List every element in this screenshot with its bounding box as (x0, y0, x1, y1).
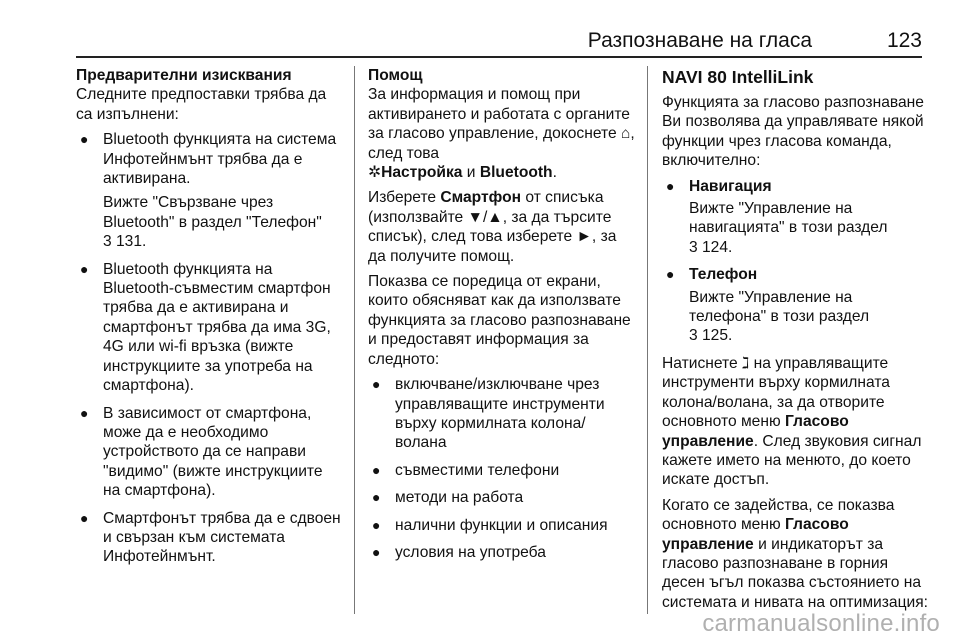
help-text: Изберете (368, 189, 441, 207)
list-item-text: налични функции и описания (395, 516, 608, 534)
list-item-text: Bluetooth функцията на Bluetooth-съвместим смартфон трябва да е активирана и смартфонът трябва да има 3G, 4G или wi-fi връзка (вижте инструкциите за употреба на смартфона). (103, 260, 331, 395)
list-item-text: В зависимост от смартфона, може да е необходимо устройството да се направи "видимо" (вижте инструкциите на смартфона). (103, 404, 323, 500)
voice-control-menu-label: Гласово управление (662, 413, 849, 450)
settings-menu-label: Настройка (381, 164, 463, 182)
help-topics-list (368, 375, 636, 562)
page-reference-link[interactable]: 3 125. (689, 327, 733, 345)
list-item (368, 516, 636, 535)
help-paragraph (368, 85, 636, 182)
list-item-text: Вижте "Управление на навигацията" в този раздел (689, 200, 888, 237)
column-help (368, 66, 636, 570)
bullet-icon: ● (666, 266, 675, 283)
bullet-icon: ● (372, 543, 381, 560)
body-text: и индикаторът за гласово разпознаване в горния десен ъгъл показва състоянието на системата и нивата на оптимизация: (662, 535, 928, 611)
list-item (368, 461, 636, 480)
help-text: . (552, 164, 557, 182)
bullet-icon: ● (372, 376, 381, 393)
list-item (662, 265, 928, 346)
list-item-text: съвместими телефони (395, 461, 560, 479)
page-number: 123 (886, 29, 922, 52)
column-divider-right (647, 66, 648, 614)
list-item-text: Вижте "Свързване чрез Bluetooth" в раздел "Телефон" (103, 194, 322, 231)
gear-icon: ✲ (368, 164, 382, 182)
voice-control-menu-label: Гласово управление (662, 516, 849, 553)
prerequisites-intro: Следните предпоставки трябва да са изпълнени: (76, 86, 327, 123)
prerequisites-list (76, 130, 344, 567)
page-reference-link[interactable]: 3 124. (689, 238, 733, 256)
bullet-icon: ● (372, 461, 381, 478)
bluetooth-menu-label: Bluetooth (479, 164, 553, 182)
bullet-icon: ● (80, 260, 89, 277)
help-text: и (462, 164, 480, 182)
column-navi80 (662, 66, 928, 618)
list-item (368, 543, 636, 562)
voice-functions-list (662, 177, 928, 346)
list-item (662, 177, 928, 258)
list-item-title: Навигация (689, 177, 772, 195)
section-heading-prerequisites: Предварителни изисквания (76, 67, 292, 84)
column-divider-left (354, 66, 355, 614)
navi80-paragraph (662, 354, 928, 490)
navi80-intro: Функцията за гласово разпознаване Ви позволява да управлявате някой функции чрез гласова команда, включително: (662, 94, 924, 170)
body-text: Натиснете (662, 354, 742, 372)
home-icon: ⌂ (620, 125, 631, 143)
voice-control-icon: ℷ (741, 354, 750, 372)
help-text: За информация и помощ при активирането и работата с органите за гласово управление, докоснете (368, 86, 630, 143)
help-paragraph: Показва се поредица от екрани, които обясняват как да използвате функцията за гласово разпознаване и предоставят информация за следното: (368, 273, 631, 368)
list-item-text: методи на работа (395, 489, 524, 507)
help-text: от списъка (използвайте ▼/▲, за да търсите списък), след това изберете ►, за да получите помощ. (368, 189, 617, 265)
help-paragraph (368, 188, 636, 266)
list-item (76, 260, 344, 396)
section-heading-navi80: NAVI 80 IntelliLink (662, 67, 814, 87)
list-item (368, 488, 636, 507)
list-item-text: включване/изключване чрез управляващите инструменти върху кормилната колона/ волана (395, 376, 605, 452)
bullet-icon: ● (372, 489, 381, 506)
page-reference-link[interactable]: 3 131. (103, 233, 147, 251)
list-item (76, 509, 344, 567)
body-text: Когато се задейства, се показва основното меню (662, 496, 895, 534)
column-prerequisites (76, 66, 344, 575)
list-item (76, 130, 344, 251)
body-text: на управляващите инструменти върху кормилната колона/волана, за да отворите основното меню (662, 354, 890, 431)
list-item-text: Смартфонът трябва да е сдвоен и свързан към системата Инфотейнмънт. (103, 509, 341, 566)
watermark: carmanualsonline.info (702, 610, 940, 637)
body-text: . След звуковия сигнал кажете името на менюто, до което искате достъп. (662, 432, 922, 489)
list-item (76, 404, 344, 501)
help-text: , след това (368, 125, 635, 162)
list-item-text: условия на употреба (395, 543, 546, 561)
bullet-icon: ● (80, 509, 89, 526)
page-header (76, 26, 922, 56)
page-title: Разпознаване на гласа (587, 29, 812, 52)
bullet-icon: ● (666, 177, 675, 194)
section-heading-help: Помощ (368, 67, 423, 84)
bullet-icon: ● (80, 131, 89, 148)
bullet-icon: ● (372, 516, 381, 533)
smartphone-menu-label: Смартфон (440, 189, 522, 207)
navi80-paragraph (662, 496, 928, 612)
list-item-text: Bluetooth функцията на система Инфотейнмънт трябва да е активирана. (103, 131, 337, 188)
list-item-title: Телефон (689, 266, 758, 284)
list-item-text: Вижте "Управление на телефона" в този раздел (689, 288, 870, 326)
header-rule (76, 56, 922, 58)
list-item (368, 375, 636, 453)
bullet-icon: ● (80, 404, 89, 421)
